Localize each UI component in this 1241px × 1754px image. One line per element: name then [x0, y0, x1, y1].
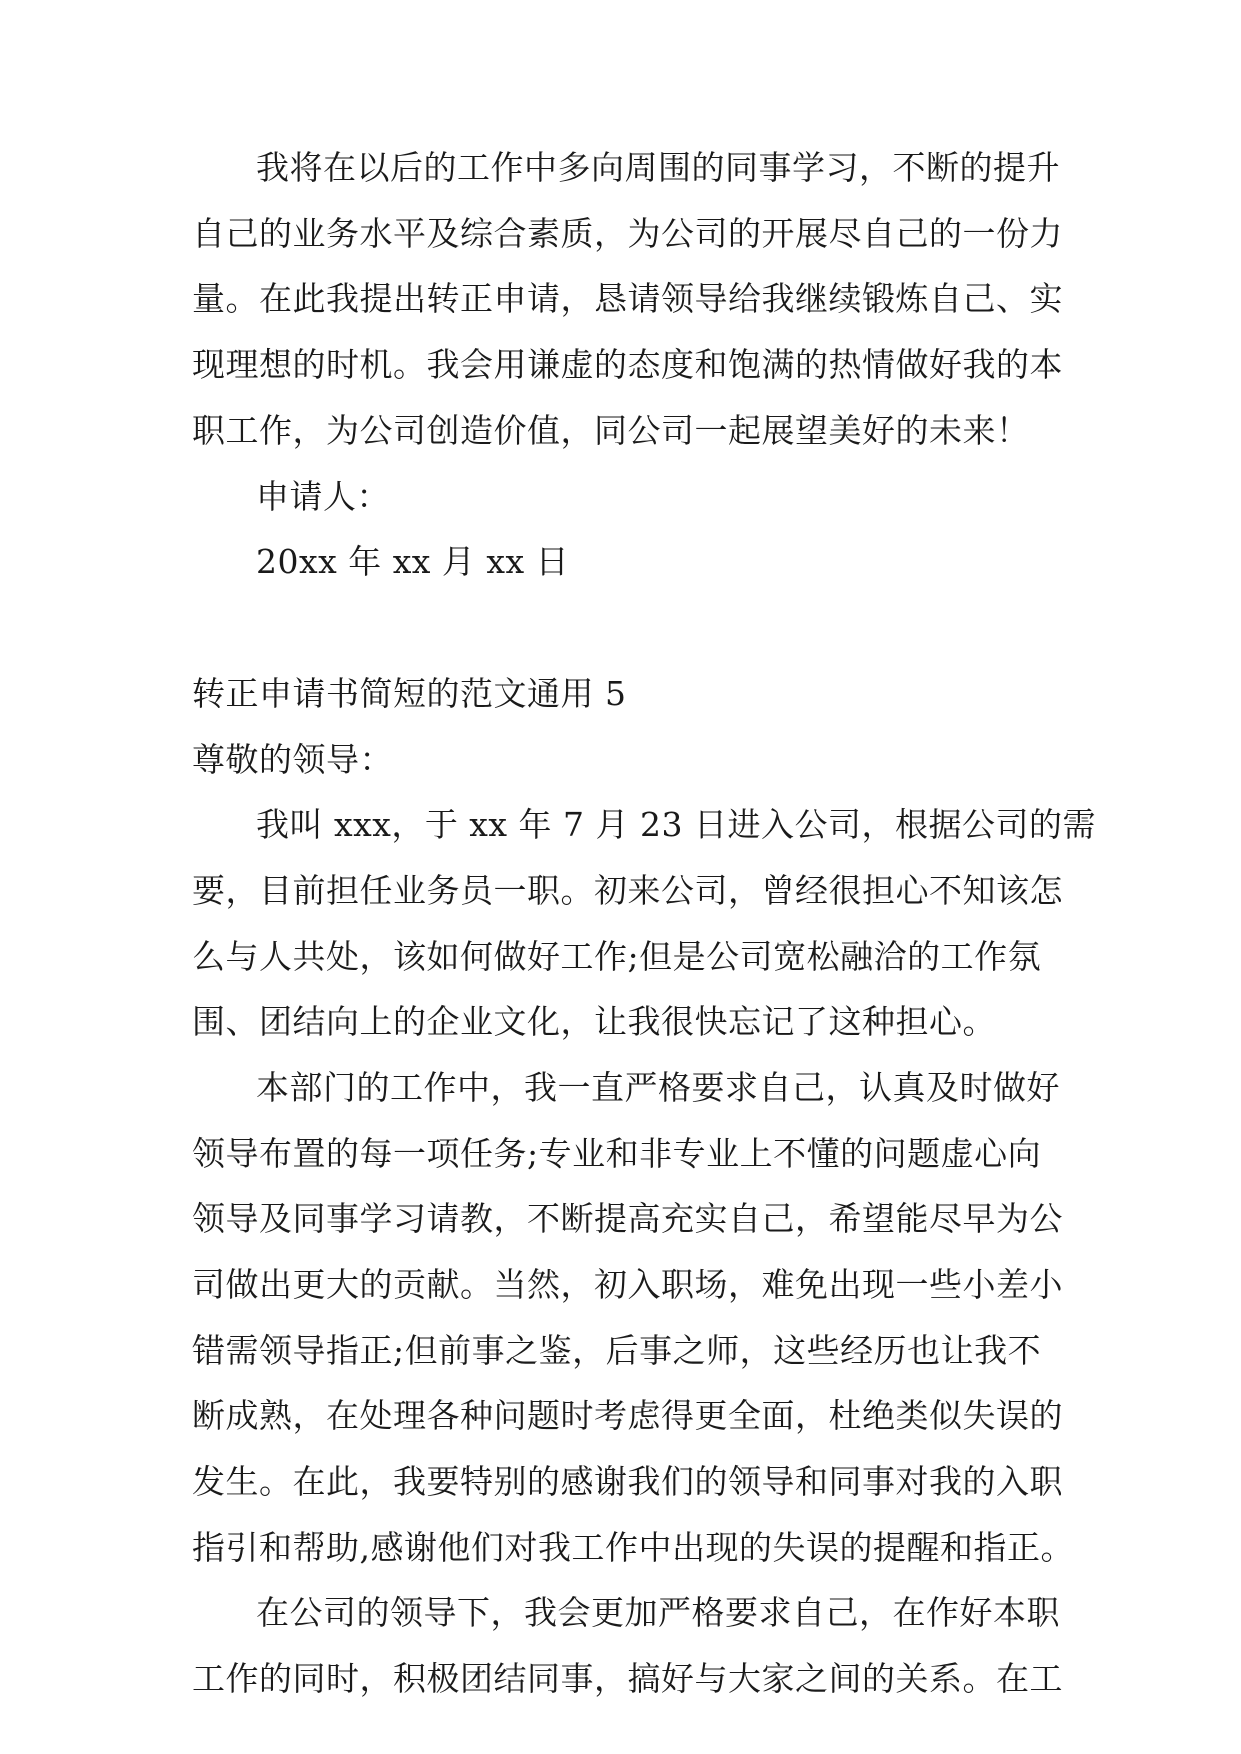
paragraph-line: 本部门的工作中，我一直严格要求自己，认真及时做好 — [256, 1068, 1060, 1107]
applicant-label: 申请人： — [256, 477, 390, 516]
paragraph-line: 量。在此我提出转正申请，恳请领导给我继续锻炼自己、实 — [192, 279, 1063, 318]
salutation: 尊敬的领导： — [192, 740, 393, 779]
paragraph-line: 么与人共处，该如何做好工作;但是公司宽松融洽的工作氛 — [192, 937, 1042, 976]
paragraph-line: 在公司的领导下，我会更加严格要求自己，在作好本职 — [256, 1593, 1060, 1632]
paragraph-line: 我叫 xxx，于 xx 年 7 月 23 日进入公司，根据公司的需 — [256, 805, 1096, 844]
paragraph-line: 领导及同事学习请教，不断提高充实自己，希望能尽早为公 — [192, 1199, 1063, 1238]
paragraph-line: 错需领导指正;但前事之鉴，后事之师，这些经历也让我不 — [192, 1331, 1042, 1370]
section-title: 转正申请书简短的范文通用 5 — [192, 674, 627, 713]
paragraph-line: 工作的同时，积极团结同事，搞好与大家之间的关系。在工 — [192, 1659, 1063, 1698]
paragraph-line: 要，目前担任业务员一职。初来公司，曾经很担心不知该怎 — [192, 871, 1063, 910]
paragraph-line: 自己的业务水平及综合素质，为公司的开展尽自己的一份力 — [192, 214, 1063, 253]
date-line: 20xx 年 xx 月 xx 日 — [256, 542, 570, 581]
paragraph-line: 断成熟，在处理各种问题时考虑得更全面，杜绝类似失误的 — [192, 1396, 1063, 1435]
paragraph-line: 司做出更大的贡献。当然，初入职场，难免出现一些小差小 — [192, 1265, 1063, 1304]
paragraph-line: 现理想的时机。我会用谦虚的态度和饱满的热情做好我的本 — [192, 345, 1063, 384]
paragraph-line: 指引和帮助,感谢他们对我工作中出现的失误的提醒和指正。 — [192, 1528, 1074, 1567]
paragraph-line: 发生。在此，我要特别的感谢我们的领导和同事对我的入职 — [192, 1462, 1063, 1501]
paragraph-line: 领导布置的每一项任务;专业和非专业上不懂的问题虚心向 — [192, 1134, 1042, 1173]
paragraph-line: 职工作，为公司创造价值，同公司一起展望美好的未来！ — [192, 411, 1030, 450]
paragraph-line: 围、团结向上的企业文化，让我很快忘记了这种担心。 — [192, 1002, 996, 1041]
paragraph-line: 我将在以后的工作中多向周围的同事学习，不断的提升 — [256, 148, 1060, 187]
